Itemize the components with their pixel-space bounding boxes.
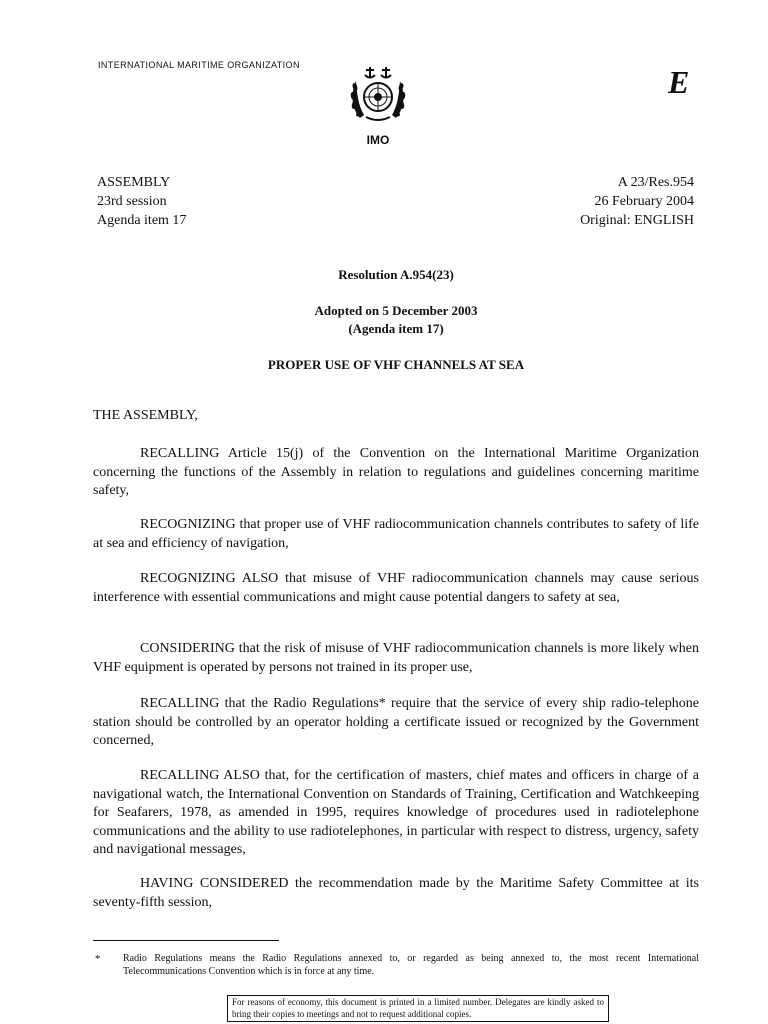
body-paragraph: RECOGNIZING ALSO that misuse of VHF radiocommunication channels may cause serious interference with essential communications and might cause potential dangers to safety at sea, <box>93 571 699 605</box>
document-info <box>580 173 694 230</box>
assembly-opening: THE ASSEMBLY, <box>93 408 198 423</box>
adoption-date: Adopted on 5 December 2003 <box>314 303 478 318</box>
footnote-text: Radio Regulations means the Radio Regulations annexed to, or regarded as being annexed to, the most recent International Telecommunications Convention which is in force at any time. <box>123 953 699 977</box>
body-paragraph: RECALLING that the Radio Regulations* require that the service of every ship radio-telephone station should be controlled by an operator holding a certificate issued or recognized by the Government concerned, <box>93 696 699 748</box>
resolution-number: Resolution A.954(23) <box>338 267 454 282</box>
body-paragraph: CONSIDERING that the risk of misuse of VHF radiocommunication channels is more likely when VHF equipment is operated by persons not trained in its proper use, <box>93 641 699 675</box>
footnote-divider <box>93 940 279 941</box>
organization-name: INTERNATIONAL MARITIME ORGANIZATION <box>98 60 300 70</box>
resolution-title: PROPER USE OF VHF CHANNELS AT SEA <box>267 357 525 372</box>
agenda-label: Agenda item 17 <box>97 213 187 228</box>
imo-emblem-logo <box>348 63 408 125</box>
printing-notice: For reasons of economy, this document is printed in a limited number. Delegates are kindly asked to bring their copies to meetings and not to request additional copies. <box>227 995 609 1022</box>
body-paragraph: HAVING CONSIDERED the recommendation made by the Maritime Safety Committee at its seventy-fifth session, <box>93 876 699 910</box>
footnote-marker: * <box>95 953 101 965</box>
session-info <box>97 173 186 230</box>
assembly-label: ASSEMBLY <box>97 175 171 190</box>
session-label: 23rd session <box>97 194 167 209</box>
language-code: E <box>668 64 690 100</box>
imo-acronym: IMO <box>366 133 390 147</box>
body-paragraph: RECOGNIZING that proper use of VHF radiocommunication channels contributes to safety of life at sea and efficiency of navigation, <box>93 517 699 551</box>
body-paragraph: RECALLING Article 15(j) of the Convention on the International Maritime Organization concerning the functions of the Assembly in relation to regulations and guidelines concerning maritime safety, <box>93 446 699 498</box>
agenda-reference: (Agenda item 17) <box>348 321 444 336</box>
document-date: 26 February 2004 <box>594 194 694 209</box>
document-symbol: A 23/Res.954 <box>617 175 694 190</box>
original-language: Original: ENGLISH <box>580 213 694 228</box>
body-paragraph: RECALLING ALSO that, for the certification of masters, chief mates and officers in charge of a navigational watch, the International Convention on Standards of Training, Certification and Watchkeeping for Seafarers, 1978, as amended in 1995, requires knowledge of procedures used in radiotelephone communications and the ability to use radiotelephones, in particular with respect to distress, urgency, safety and navigational messages, <box>93 768 699 857</box>
